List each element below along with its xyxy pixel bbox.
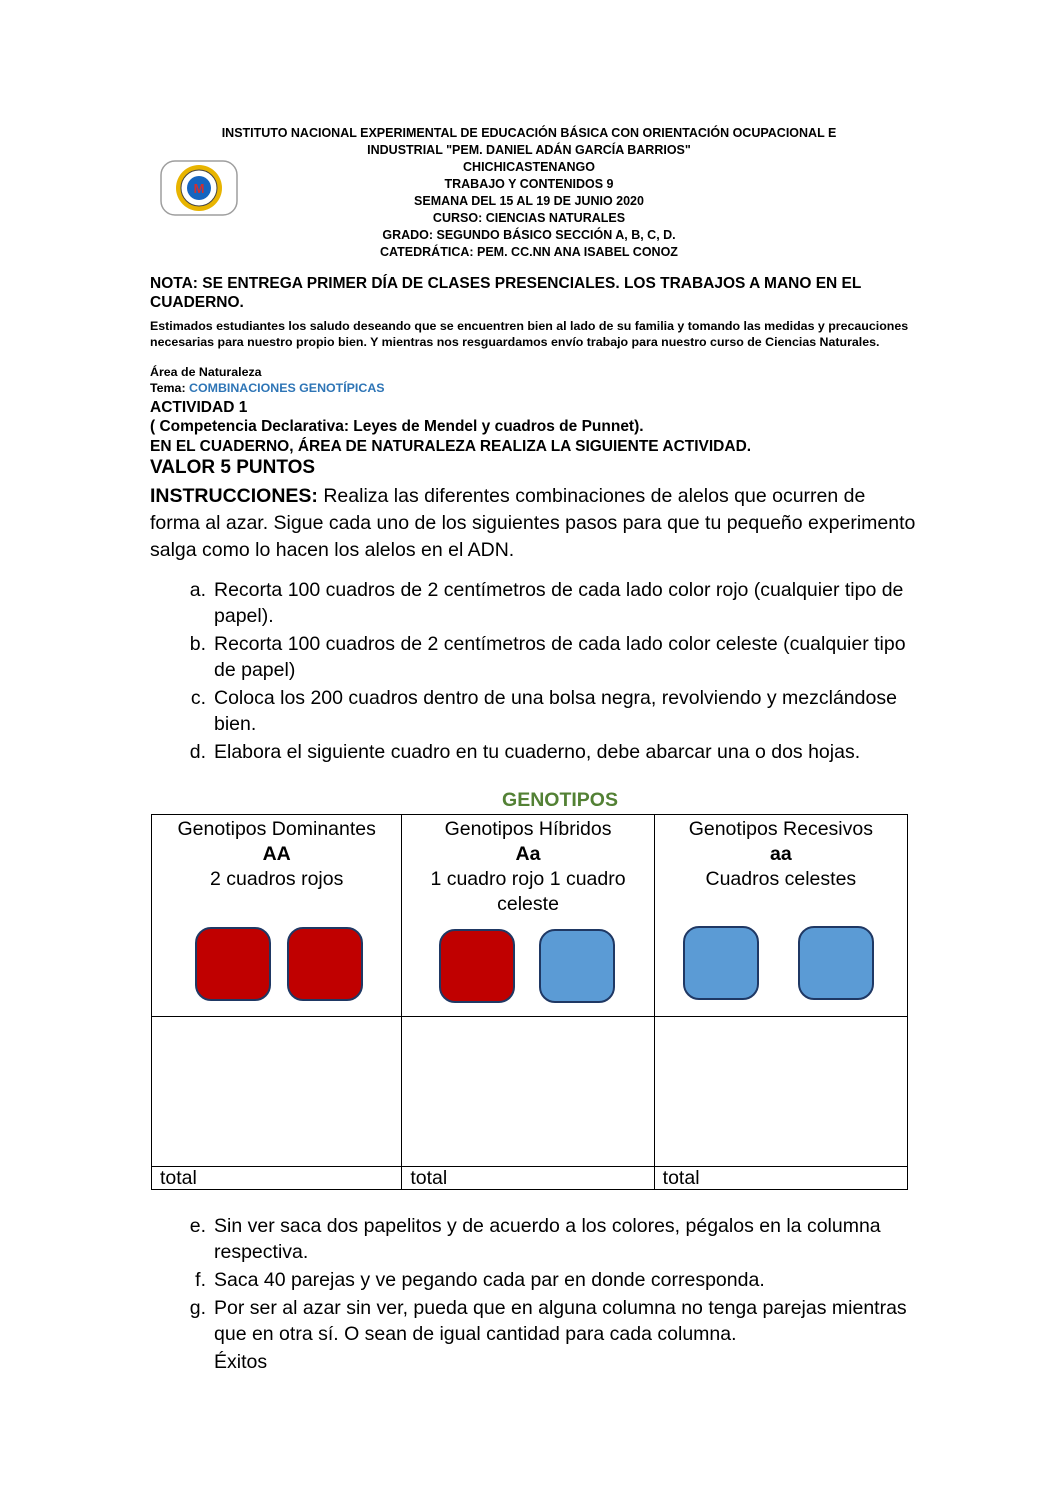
list-item	[150, 685, 920, 737]
column-heading: Genotipos Dominantes	[177, 818, 376, 840]
header-line: TRABAJO Y CONTENIDOS 9	[444, 177, 614, 191]
header-line: INSTITUTO NACIONAL EXPERIMENTAL DE EDUCACIÓN BÁSICA CON ORIENTACIÓN OCUPACIONAL E	[221, 126, 837, 140]
tema-value: COMBINACIONES GENOTÍPICAS	[189, 381, 385, 395]
header-line: CATEDRÁTICA: PEM. CC.NN ANA ISABEL CONOZ	[380, 245, 678, 259]
header-line: CHICHICASTENANGO	[463, 160, 595, 174]
column-hibridos	[402, 815, 654, 1017]
list-text: Elabora el siguiente cuadro en tu cuaderno, debe abarcar una o dos hojas.	[214, 741, 861, 763]
genotype-label: AA	[262, 843, 291, 865]
genotipos-title: GENOTIPOS	[502, 789, 618, 811]
red-square	[195, 927, 271, 1001]
greeting-text: Estimados estudiantes los saludo deseando que se encuentren bien al lado de su familia y tomando las medidas y precauciones necesarias para nuestro propio bien. Y mientras nos resguardamos envío trabajo para nuestro curso de Ciencias Naturales.	[150, 319, 909, 349]
school-logo	[160, 160, 238, 216]
column-recesivos	[654, 815, 907, 1017]
cuaderno-instruction: EN EL CUADERNO, ÁREA DE NATURALEZA REALIZA LA SIGUIENTE ACTIVIDAD.	[150, 438, 752, 455]
total-cell: total	[402, 1167, 654, 1190]
list-marker: d.	[189, 741, 206, 763]
list-item	[150, 631, 920, 683]
genotype-table	[151, 814, 908, 1190]
total-cell: total	[152, 1167, 402, 1190]
list-item	[150, 577, 920, 629]
instrucciones-label: INSTRUCCIONES:	[150, 485, 318, 507]
blue-square	[798, 926, 874, 1000]
list-text: Sin ver saca dos papelitos y de acuerdo a los colores, pégalos en la columna respectiva.	[214, 1215, 881, 1263]
empty-cell	[152, 1017, 402, 1167]
list-text: Coloca los 200 cuadros dentro de una bolsa negra, revolviendo y mezclándose bien.	[214, 687, 897, 735]
list-marker: b.	[189, 633, 206, 655]
column-dominantes	[152, 815, 402, 1017]
list-item	[150, 1267, 920, 1293]
genotype-label: Aa	[515, 843, 541, 865]
header-line: INDUSTRIAL "PEM. DANIEL ADÁN GARCÍA BARRIOS"	[367, 143, 691, 157]
header-line: GRADO: SEGUNDO BÁSICO SECCIÓN A, B, C, D.	[382, 228, 676, 242]
list-item	[150, 1213, 920, 1265]
closing-item	[150, 1349, 920, 1375]
header-line: SEMANA DEL 15 AL 19 DE JUNIO 2020	[414, 194, 644, 208]
svg-text:M: M	[193, 181, 205, 196]
list-marker: g.	[189, 1297, 206, 1319]
school-header	[150, 125, 908, 261]
area-text: Área de Naturaleza	[150, 365, 262, 379]
column-description: 1 cuadro rojo 1 cuadro celeste	[430, 868, 626, 915]
nota-text: NOTA: SE ENTREGA PRIMER DÍA DE CLASES PRESENCIALES. LOS TRABAJOS A MANO EN EL CUADERNO.	[150, 275, 862, 311]
total-cell: total	[654, 1167, 907, 1190]
list-text: Saca 40 parejas y ve pegando cada par en donde corresponda.	[214, 1269, 765, 1291]
column-heading: Genotipos Híbridos	[444, 818, 612, 840]
list-marker: f.	[195, 1269, 206, 1291]
column-heading: Genotipos Recesivos	[688, 818, 873, 840]
list-item	[150, 739, 920, 765]
list-item	[150, 1295, 920, 1347]
competencia-text: ( Competencia Declarativa: Leyes de Mendel y cuadros de Punnet).	[150, 418, 644, 435]
list-marker: a.	[189, 579, 206, 601]
steps-list-1	[150, 577, 920, 767]
instrucciones	[150, 483, 920, 564]
column-description: Cuadros celestes	[705, 868, 857, 890]
tema-line	[150, 380, 920, 396]
list-marker: c.	[190, 687, 206, 709]
tema-label: Tema:	[150, 381, 190, 395]
empty-cell	[402, 1017, 654, 1167]
empty-cell	[654, 1017, 907, 1167]
list-marker: e.	[189, 1215, 206, 1237]
column-description: 2 cuadros rojos	[210, 868, 344, 890]
instrucciones-body: Realiza las diferentes combinaciones de alelos que ocurren de forma al azar. Sigue cada uno de los siguientes pasos para que tu pequeño experimento salga como lo hacen los alelos en el ADN.	[150, 485, 916, 561]
header-line: CURSO: CIENCIAS NATURALES	[432, 211, 626, 225]
list-text: Recorta 100 cuadros de 2 centímetros de cada lado color rojo (cualquier tipo de papel).	[214, 579, 904, 627]
valor-text: VALOR 5 PUNTOS	[150, 457, 316, 478]
steps-list-2	[150, 1213, 920, 1377]
list-text: Por ser al azar sin ver, pueda que en alguna columna no tenga parejas mientras que en otra sí. O sean de igual cantidad para cada columna.	[214, 1297, 907, 1345]
red-square	[287, 927, 363, 1001]
actividad-title: ACTIVIDAD 1	[150, 399, 248, 416]
blue-square	[683, 926, 759, 1000]
list-text: Recorta 100 cuadros de 2 centímetros de cada lado color celeste (cualquier tipo de papel)	[214, 633, 906, 681]
genotype-label: aa	[769, 843, 792, 865]
closing-text: Éxitos	[214, 1351, 268, 1373]
blue-square	[539, 929, 615, 1003]
red-square	[439, 929, 515, 1003]
